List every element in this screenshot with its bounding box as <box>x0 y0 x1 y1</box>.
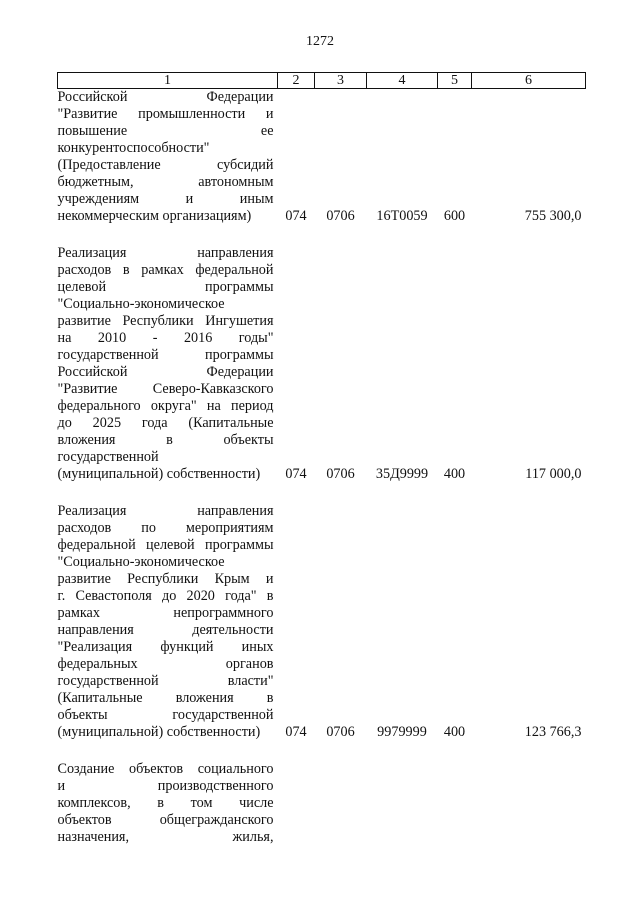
amount <box>472 761 586 846</box>
desc-line: (муниципальной) собственности) <box>57 724 261 740</box>
desc-line: расходов по мероприятиям <box>57 520 274 536</box>
desc-line: целевой программы <box>57 279 274 295</box>
section-code: 0706 <box>326 466 355 482</box>
table-row <box>58 245 586 483</box>
ministry-code: 074 <box>285 724 307 740</box>
col-header-2: 2 <box>278 73 315 89</box>
desc-line: развитие Республики Ингушетия <box>57 313 274 329</box>
budget-table <box>57 72 586 846</box>
expense-type-code: 400 <box>443 724 466 740</box>
col-header-4: 4 <box>367 73 438 89</box>
desc-line: (муниципальной) собственности) <box>57 466 261 482</box>
desc-line: Реализация направления <box>57 245 274 261</box>
row-description <box>58 503 278 741</box>
desc-line: г. Севастополя до 2020 года" в <box>57 588 274 604</box>
desc-line: бюджетным, автономным <box>57 174 274 190</box>
desc-line: федеральных органов <box>57 656 274 672</box>
desc-line: федеральной целевой программы <box>57 537 274 553</box>
desc-line: учреждениям и иным <box>57 191 274 207</box>
target-code <box>367 761 438 846</box>
row-description <box>58 761 278 846</box>
expense-type-code <box>438 761 472 846</box>
desc-line: на 2010 - 2016 годы" <box>57 330 274 346</box>
desc-line: развитие Республики Крым и <box>57 571 274 587</box>
target-code: 35Д9999 <box>375 466 429 482</box>
desc-line: до 2025 года (Капитальные <box>57 415 274 431</box>
expense-type-code: 600 <box>443 208 466 224</box>
desc-line: объекты государственной <box>57 707 274 723</box>
desc-line: "Развитие промышленности и <box>57 106 274 122</box>
col-header-6: 6 <box>472 73 586 89</box>
desc-line: Реализация направления <box>57 503 274 519</box>
table-row <box>58 761 586 846</box>
desc-line: повышение ее <box>57 123 274 139</box>
amount: 755 300,0 <box>524 208 582 224</box>
target-code: 9979999 <box>377 724 427 740</box>
desc-line: конкурентоспособности" <box>57 140 210 156</box>
desc-line: "Социально-экономическое <box>57 296 225 312</box>
section-code: 0706 <box>326 724 355 740</box>
table-header-row <box>58 73 586 89</box>
section-code <box>315 761 367 846</box>
table-row <box>58 503 586 741</box>
row-description <box>58 89 278 226</box>
expense-type-code: 400 <box>443 466 466 482</box>
desc-line: комплексов, в том числе <box>57 795 274 811</box>
amount: 123 766,3 <box>524 724 582 740</box>
desc-line: (Капитальные вложения в <box>57 690 274 706</box>
desc-line: "Социально-экономическое <box>57 554 225 570</box>
desc-line: некоммерческим организациям) <box>57 208 252 224</box>
desc-line: Создание объектов социального <box>57 761 274 777</box>
col-header-3: 3 <box>315 73 367 89</box>
page-number: 1272 <box>306 34 334 49</box>
col-header-1: 1 <box>58 73 278 89</box>
desc-line: объектов общегражданского <box>57 812 274 828</box>
desc-line: Российской Федерации <box>57 364 274 380</box>
desc-line: направления деятельности <box>57 622 274 638</box>
amount: 117 000,0 <box>525 466 582 482</box>
desc-line: (Предоставление субсидий <box>57 157 274 173</box>
desc-line: федерального округа" на период <box>57 398 274 414</box>
desc-line: рамках непрограммного <box>57 605 274 621</box>
ministry-code <box>278 761 315 846</box>
table-row <box>58 89 586 226</box>
desc-line: расходов в рамках федеральной <box>57 262 274 278</box>
desc-line: "Развитие Северо-Кавказского <box>57 381 274 397</box>
desc-line: вложения в объекты <box>57 432 274 448</box>
desc-line: "Реализация функций иных <box>57 639 274 655</box>
desc-line: государственной <box>57 449 159 465</box>
desc-line: государственной власти" <box>57 673 274 689</box>
desc-line: Российской Федерации <box>57 89 274 105</box>
section-code: 0706 <box>326 208 355 224</box>
ministry-code: 074 <box>285 466 307 482</box>
row-description <box>58 245 278 483</box>
desc-line: государственной программы <box>57 347 274 363</box>
col-header-5: 5 <box>438 73 472 89</box>
desc-line: и производственного <box>57 778 274 794</box>
ministry-code: 074 <box>285 208 307 224</box>
desc-line: назначения, жилья, <box>57 829 274 845</box>
target-code: 16Т0059 <box>376 208 428 224</box>
